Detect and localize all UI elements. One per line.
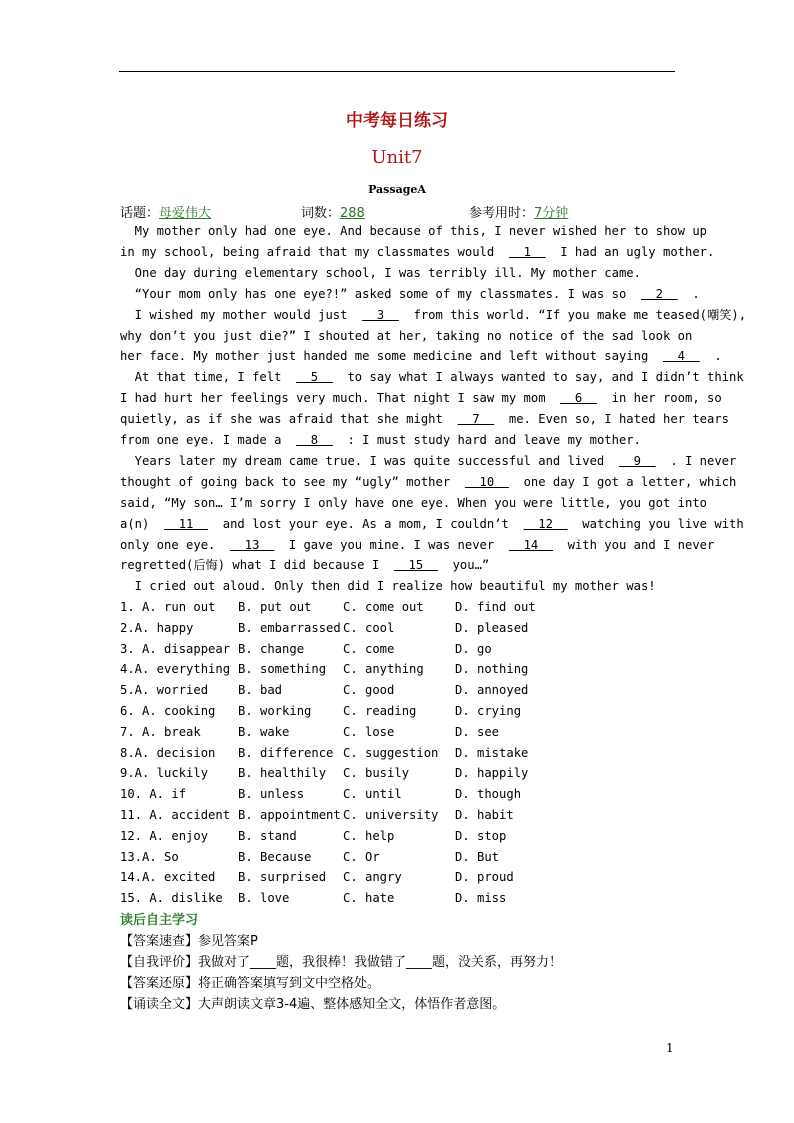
page-number: 1	[666, 1041, 674, 1055]
self-study-line: 【自我评价】我做对了____题，我很棒！我做错了____题，没关系，再努力！	[120, 955, 563, 970]
option-cell: C. come	[343, 641, 395, 656]
option-cell: D. find out	[455, 600, 536, 614]
option-cell: 7. A. break	[120, 724, 201, 739]
blank-15: 15	[393, 558, 438, 573]
option-cell: 8.A. decision	[120, 745, 216, 760]
option-cell: D. annoyed	[455, 683, 529, 698]
blank-11: 11	[164, 516, 209, 531]
option-cell: B. bad	[238, 683, 283, 698]
option-cell: 12. A. enjoy	[120, 828, 209, 843]
option-cell: C. cool	[343, 620, 395, 635]
passage-line: quietly, as if she was afraid that she might 7 me. Even so, I hated her tears	[120, 412, 730, 427]
blank-8: 8	[296, 433, 333, 447]
passage-line: I cried out aloud. Only then did I realize how beautiful my mother was!	[120, 579, 656, 594]
option-cell: C. university	[343, 808, 439, 822]
blank-13: 13	[230, 537, 275, 552]
option-cell: B. appointment	[238, 808, 341, 822]
option-cell: D. proud	[455, 870, 514, 885]
option-cell: B. change	[238, 641, 305, 656]
option-cell: B. put out	[238, 600, 312, 614]
passage-line: her face. My mother just handed me some medicine and left without saying 4 .	[120, 349, 722, 364]
blank-9: 9	[618, 453, 656, 468]
option-cell: 15. A. dislike	[120, 891, 223, 906]
option-cell: B. stand	[238, 828, 297, 843]
option-cell: B. embarrassed	[238, 620, 341, 635]
blank-2: 2	[640, 286, 678, 301]
passage-line: “Your mom only has one eye?!” asked some of my classmates. I was so 2 .	[120, 286, 700, 301]
option-cell: D. stop	[455, 828, 507, 843]
blank-5: 5	[296, 370, 333, 385]
topic-meta	[120, 202, 211, 221]
blank-6: 6	[560, 391, 597, 406]
option-cell: 3. A. disappear	[120, 641, 231, 656]
words-value: 288	[340, 206, 365, 221]
passage-line: from one eye. I made a 8 : I must study hard and leave my mother.	[120, 433, 641, 447]
time-value: 7分钟	[534, 206, 569, 221]
option-cell: 9.A. luckily	[120, 766, 209, 781]
blank-7: 7	[457, 412, 495, 427]
option-cell: D. though	[455, 787, 522, 802]
time-meta	[469, 202, 568, 221]
option-cell: D. happily	[455, 766, 529, 781]
passage-title: PassageA	[368, 183, 426, 196]
option-cell: D. habit	[455, 808, 514, 822]
blank-10: 10	[464, 474, 509, 489]
top-rule	[119, 71, 675, 72]
option-cell: C. suggestion	[343, 745, 439, 760]
option-cell: B. surprised	[238, 870, 327, 885]
option-cell: C. lose	[343, 724, 395, 739]
option-cell: C. busily	[343, 766, 410, 781]
passage-line: only one eye. 13 I gave you mine. I was never 14 with you and I never	[120, 537, 715, 552]
blank-1: 1	[508, 244, 546, 259]
option-cell: D. crying	[455, 704, 522, 718]
option-cell: C. angry	[343, 870, 402, 885]
option-cell: B. unless	[238, 787, 305, 802]
blank-3: 3	[362, 307, 399, 322]
passage-line: thought of going back to see my “ugly” mother 10 one day I got a letter, which	[120, 474, 737, 489]
words-label: 词数：	[301, 206, 341, 221]
option-cell: 4.A. everything	[120, 662, 231, 677]
option-cell: D. see	[455, 724, 500, 739]
option-cell: B. healthily	[238, 766, 327, 781]
option-cell: C. good	[343, 683, 395, 698]
option-cell: B. something	[238, 662, 327, 677]
time-label: 参考用时：	[469, 206, 535, 221]
page-title: 中考每日练习	[346, 111, 448, 131]
blank-12: 12	[523, 516, 568, 531]
passage-line: One day during elementary school, I was terribly ill. My mother came.	[120, 265, 641, 280]
topic-label: 话题：	[120, 206, 160, 221]
option-cell: C. Or	[343, 849, 380, 864]
option-cell: D. But	[455, 849, 500, 864]
passage-line: why don’t you just die?” I shouted at her, taking no notice of the sad look on	[120, 328, 693, 343]
passage-line: said, “My son… I’m sorry I only have one eye. When you were little, you got into	[120, 495, 707, 510]
option-cell: C. help	[343, 828, 395, 843]
option-cell: C. reading	[343, 704, 417, 718]
option-cell: 10. A. if	[120, 787, 187, 802]
option-cell: B. working	[238, 704, 312, 718]
option-cell: 13.A. So	[120, 849, 179, 864]
option-cell: D. go	[455, 641, 492, 656]
option-cell: C. anything	[343, 662, 424, 677]
self-study-line: 【诵读全文】大声朗读文章3-4遍、整体感知全文，体悟作者意图。	[120, 997, 506, 1012]
option-cell: D. pleased	[455, 620, 529, 635]
option-cell: B. love	[238, 891, 290, 906]
self-study-line: 【答案还原】将正确答案填写到文中空格处。	[120, 976, 381, 991]
unit-title: Unit7	[371, 147, 423, 168]
option-cell: 2.A. happy	[120, 620, 194, 635]
self-study-heading: 读后自主学习	[120, 913, 199, 928]
self-study-line: 【答案速查】参见答案P	[120, 934, 258, 949]
option-cell: D. mistake	[455, 745, 529, 760]
word-count-meta	[301, 202, 365, 221]
passage-line: I wished my mother would just 3 from this world. “If you make me teased(嘲笑),	[120, 307, 747, 322]
passage-line: Years later my dream came true. I was quite successful and lived 9 . I never	[120, 453, 737, 468]
option-cell: 1. A. run out	[120, 600, 216, 614]
option-cell: D. nothing	[455, 662, 529, 677]
blank-4: 4	[662, 349, 700, 364]
passage-line: in my school, being afraid that my classmates would 1 I had an ugly mother.	[120, 244, 715, 259]
option-cell: 11. A. accident	[120, 808, 231, 822]
option-cell: 6. A. cooking	[120, 704, 216, 718]
blank-14: 14	[508, 537, 553, 552]
passage-line: I had hurt her feelings very much. That night I saw my mom 6 in her room, so	[120, 391, 722, 406]
passage-line: At that time, I felt 5 to say what I always wanted to say, and I didn’t think	[120, 370, 744, 385]
option-cell: B. wake	[238, 724, 290, 739]
passage-line: regretted(后悔) what I did because I 15 you…”	[120, 558, 490, 573]
option-cell: B. difference	[238, 745, 334, 760]
passage-line: My mother only had one eye. And because of this, I never wished her to show up	[120, 224, 707, 238]
option-cell: 14.A. excited	[120, 870, 216, 885]
option-cell: D. miss	[455, 891, 507, 906]
option-cell: C. hate	[343, 891, 395, 906]
option-cell: B. Because	[238, 849, 312, 864]
option-cell: 5.A. worried	[120, 683, 209, 698]
option-cell: C. until	[343, 787, 402, 802]
topic-value: 母爱伟大	[159, 206, 212, 221]
option-cell: C. come out	[343, 600, 424, 614]
passage-line: a(n) 11 and lost your eye. As a mom, I couldn’t 12 watching you live with	[120, 516, 744, 531]
